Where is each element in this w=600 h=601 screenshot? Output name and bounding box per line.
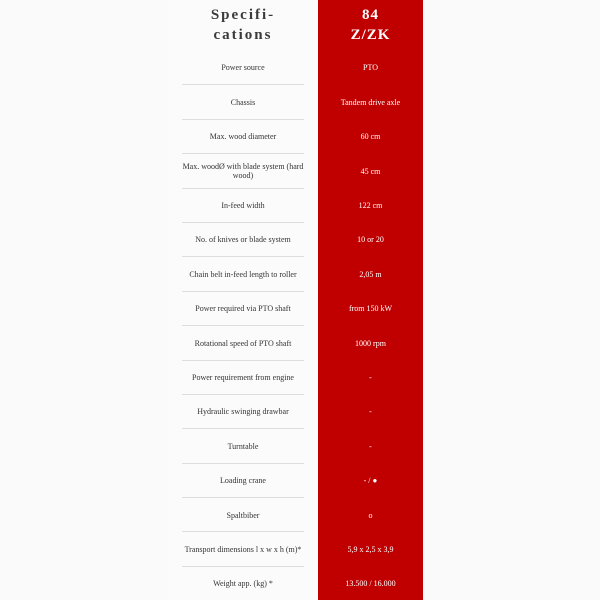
spec-row-max-wood-diameter <box>168 120 423 154</box>
model-heading <box>318 0 423 50</box>
spec-row-in-feed-width <box>168 189 423 223</box>
spec-value: 5,9 x 2,5 x 3,9 <box>347 544 394 554</box>
spec-label: Max. wood diameter <box>209 132 277 142</box>
spec-row-chain-belt-length <box>168 257 423 291</box>
specifications-heading-line1: Specifi- <box>210 7 276 23</box>
spec-value: - / ● <box>363 476 378 486</box>
spec-label: Chassis <box>230 97 256 107</box>
specifications-heading <box>168 0 318 50</box>
spec-value: 122 cm <box>358 201 383 210</box>
spec-row-turntable <box>168 429 423 463</box>
spec-label: In-feed width <box>221 201 265 210</box>
spec-label: Chain belt in-feed length to roller <box>189 269 297 279</box>
spec-label: Spaltbiber <box>226 510 260 520</box>
spec-row-spaltbiber <box>168 498 423 532</box>
model-heading-line1: 84 <box>361 7 379 23</box>
spec-label: Weight app. (kg) * <box>213 579 273 589</box>
spec-value: - <box>369 441 372 451</box>
spec-label: Power source <box>221 63 265 73</box>
spec-value: from 150 kW <box>348 304 393 314</box>
spec-label: Rotational speed of PTO shaft <box>194 338 292 348</box>
spec-label: No. of knives or blade system <box>195 235 291 245</box>
spec-row-power-engine <box>168 361 423 395</box>
spec-value: 1000 rpm <box>355 338 386 348</box>
spec-row-chassis <box>168 85 423 119</box>
spec-value: 60 cm <box>360 132 381 142</box>
spec-label: Max. woodØ with blade system (hard wood) <box>182 161 304 181</box>
spec-value: 13.500 / 16.000 <box>345 579 396 589</box>
spec-row-power-source <box>168 51 423 85</box>
spec-label: Turntable <box>227 441 259 451</box>
spec-label: Transport dimensions l x w x h (m)* <box>184 544 302 554</box>
spec-row-transport-dimensions <box>168 532 423 566</box>
spec-row-power-pto <box>168 292 423 326</box>
model-heading-line2: Z/ZK <box>350 27 391 43</box>
spec-table <box>168 51 423 601</box>
spec-value: 2,05 m <box>359 269 382 279</box>
spec-value: 45 cm <box>360 166 381 176</box>
specifications-heading-line2: cations <box>213 27 273 43</box>
spec-value: - <box>369 372 372 382</box>
spec-value: PTO <box>363 63 378 73</box>
spec-value: Tandem drive axle <box>340 97 401 107</box>
spec-label: Hydraulic swinging drawbar <box>197 407 289 417</box>
spec-value: 10 or 20 <box>357 235 384 245</box>
spec-row-knives <box>168 223 423 257</box>
spec-row-pto-speed <box>168 326 423 360</box>
spec-label: Power required via PTO shaft <box>195 304 291 314</box>
spec-label: Loading crane <box>220 476 266 486</box>
spec-row-loading-crane <box>168 464 423 498</box>
spec-value: - <box>369 407 372 417</box>
spec-row-max-wood-blade-system <box>168 154 423 188</box>
spec-row-weight <box>168 567 423 601</box>
spec-value: o <box>368 510 373 520</box>
spec-row-drawbar <box>168 395 423 429</box>
spec-label: Power requirement from engine <box>192 372 294 382</box>
